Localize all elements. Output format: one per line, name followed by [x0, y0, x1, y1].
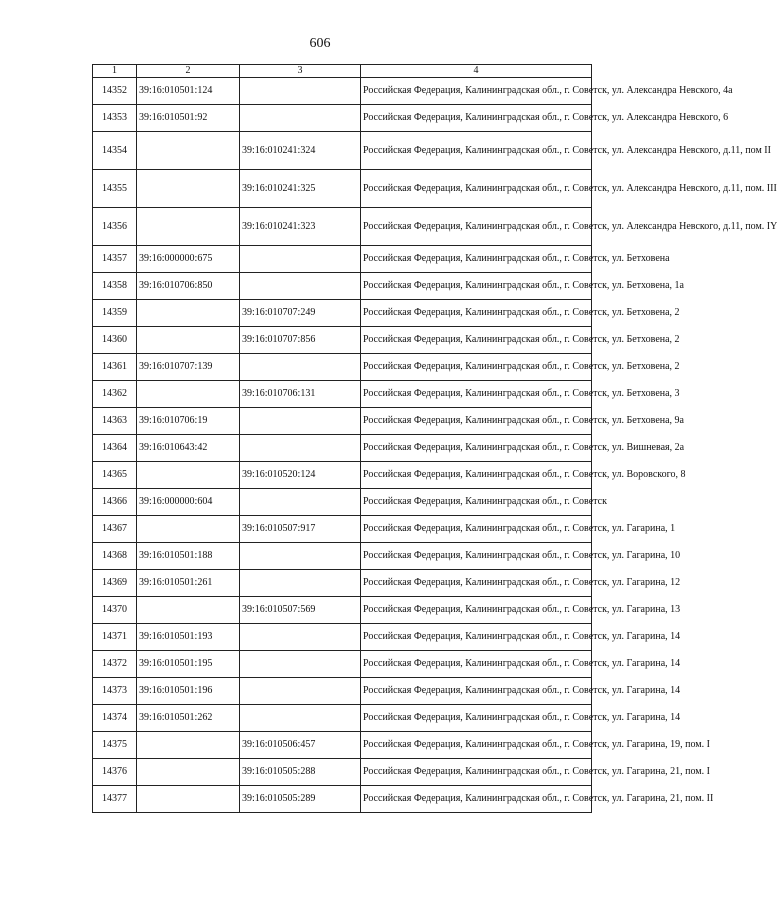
table-row: [93, 300, 592, 327]
cadastral-number-cell: 39:16:010707:139: [137, 354, 240, 381]
premises-number-cell: 39:16:010505:288: [240, 759, 361, 786]
table-row: [93, 624, 592, 651]
table-row: [93, 354, 592, 381]
row-number-cell: 14364: [93, 435, 137, 462]
address-cell: Российская Федерация, Калининградская обл., г. Советск, ул. Воровского, 8: [361, 462, 592, 489]
table-row: [93, 246, 592, 273]
address-cell: Российская Федерация, Калининградская обл., г. Советск, ул. Гагарина, 13: [361, 597, 592, 624]
row-number-cell: 14354: [93, 132, 137, 170]
table-row: [93, 273, 592, 300]
table-row: [93, 570, 592, 597]
address-cell: Российская Федерация, Калининградская обл., г. Советск, ул. Гагарина, 10: [361, 543, 592, 570]
address-cell: Российская Федерация, Калининградская обл., г. Советск, ул. Бетховена: [361, 246, 592, 273]
cadastral-number-cell: [137, 300, 240, 327]
column-header: 1: [93, 65, 137, 78]
cadastral-number-cell: [137, 759, 240, 786]
address-cell: Российская Федерация, Калининградская обл., г. Советск, ул. Александра Невского, д.11, пом. III: [361, 170, 592, 208]
row-number-cell: 14352: [93, 78, 137, 105]
premises-number-cell: [240, 435, 361, 462]
table-row: [93, 408, 592, 435]
address-cell: Российская Федерация, Калининградская обл., г. Советск, ул. Александра Невского, 6: [361, 105, 592, 132]
cadastral-number-cell: 39:16:010501:193: [137, 624, 240, 651]
cadastral-number-cell: [137, 462, 240, 489]
cadastral-number-cell: 39:16:010643:42: [137, 435, 240, 462]
premises-number-cell: 39:16:010520:124: [240, 462, 361, 489]
cadastral-number-cell: [137, 208, 240, 246]
row-number-cell: 14370: [93, 597, 137, 624]
cadastral-number-cell: 39:16:010501:262: [137, 705, 240, 732]
column-header: 3: [240, 65, 361, 78]
premises-number-cell: 39:16:010706:131: [240, 381, 361, 408]
address-cell: Российская Федерация, Калининградская обл., г. Советск, ул. Александра Невского, д.11, пом II: [361, 132, 592, 170]
address-cell: Российская Федерация, Калининградская обл., г. Советск, ул. Гагарина, 14: [361, 678, 592, 705]
row-number-cell: 14374: [93, 705, 137, 732]
premises-number-cell: 39:16:010707:249: [240, 300, 361, 327]
table-row: [93, 435, 592, 462]
table-row: [93, 105, 592, 132]
column-header: 4: [361, 65, 592, 78]
premises-number-cell: [240, 246, 361, 273]
premises-number-cell: 39:16:010707:856: [240, 327, 361, 354]
row-number-cell: 14367: [93, 516, 137, 543]
cadastral-number-cell: [137, 132, 240, 170]
row-number-cell: 14358: [93, 273, 137, 300]
header-row: [93, 65, 592, 78]
table-row: [93, 516, 592, 543]
row-number-cell: 14359: [93, 300, 137, 327]
registry-table: [92, 64, 777, 813]
cadastral-number-cell: 39:16:010501:92: [137, 105, 240, 132]
cadastral-number-cell: 39:16:000000:604: [137, 489, 240, 516]
cadastral-number-cell: [137, 516, 240, 543]
row-number-cell: 14360: [93, 327, 137, 354]
address-cell: Российская Федерация, Калининградская обл., г. Советск, ул. Гагарина, 19, пом. I: [361, 732, 592, 759]
premises-number-cell: [240, 354, 361, 381]
row-number-cell: 14355: [93, 170, 137, 208]
premises-number-cell: 39:16:010505:289: [240, 786, 361, 813]
row-number-cell: 14363: [93, 408, 137, 435]
premises-number-cell: 39:16:010507:917: [240, 516, 361, 543]
premises-number-cell: 39:16:010241:325: [240, 170, 361, 208]
row-number-cell: 14377: [93, 786, 137, 813]
premises-number-cell: [240, 651, 361, 678]
table-row: [93, 597, 592, 624]
cadastral-number-cell: 39:16:010501:196: [137, 678, 240, 705]
table-row: [93, 327, 592, 354]
row-number-cell: 14356: [93, 208, 137, 246]
premises-number-cell: [240, 78, 361, 105]
cadastral-number-cell: [137, 597, 240, 624]
address-cell: Российская Федерация, Калининградская обл., г. Советск, ул. Гагарина, 14: [361, 624, 592, 651]
cadastral-number-cell: [137, 381, 240, 408]
cadastral-number-cell: 39:16:010501:124: [137, 78, 240, 105]
row-number-cell: 14362: [93, 381, 137, 408]
row-number-cell: 14371: [93, 624, 137, 651]
table-row: [93, 651, 592, 678]
table-row: [93, 381, 592, 408]
table-row: [93, 208, 592, 246]
table-row: [93, 132, 592, 170]
table-row: [93, 732, 592, 759]
cadastral-number-cell: [137, 170, 240, 208]
table-body: [93, 78, 777, 813]
premises-number-cell: 39:16:010507:569: [240, 597, 361, 624]
address-cell: Российская Федерация, Калининградская обл., г. Советск, ул. Гагарина, 21, пом. II: [361, 786, 592, 813]
address-cell: Российская Федерация, Калининградская обл., г. Советск: [361, 489, 592, 516]
address-cell: Российская Федерация, Калининградская обл., г. Советск, ул. Бетховена, 2: [361, 354, 592, 381]
premises-number-cell: [240, 678, 361, 705]
table-row: [93, 489, 592, 516]
premises-number-cell: [240, 705, 361, 732]
premises-number-cell: [240, 489, 361, 516]
address-cell: Российская Федерация, Калининградская обл., г. Советск, ул. Бетховена, 2: [361, 327, 592, 354]
address-cell: Российская Федерация, Калининградская обл., г. Советск, ул. Бетховена, 1а: [361, 273, 592, 300]
row-number-cell: 14366: [93, 489, 137, 516]
row-number-cell: 14372: [93, 651, 137, 678]
page-number: 606: [309, 36, 331, 51]
address-cell: Российская Федерация, Калининградская обл., г. Советск, ул. Гагарина, 21, пом. I: [361, 759, 592, 786]
address-cell: Российская Федерация, Калининградская обл., г. Советск, ул. Бетховена, 3: [361, 381, 592, 408]
premises-number-cell: 39:16:010506:457: [240, 732, 361, 759]
cadastral-number-cell: [137, 732, 240, 759]
row-number-cell: 14369: [93, 570, 137, 597]
row-number-cell: 14375: [93, 732, 137, 759]
table-row: [93, 759, 592, 786]
column-header: 2: [137, 65, 240, 78]
premises-number-cell: [240, 624, 361, 651]
address-cell: Российская Федерация, Калининградская обл., г. Советск, ул. Александра Невского, 4а: [361, 78, 592, 105]
cadastral-number-cell: 39:16:010501:261: [137, 570, 240, 597]
cadastral-number-cell: 39:16:010501:188: [137, 543, 240, 570]
cadastral-number-cell: [137, 327, 240, 354]
address-cell: Российская Федерация, Калининградская обл., г. Советск, ул. Бетховена, 9а: [361, 408, 592, 435]
table-row: [93, 543, 592, 570]
premises-number-cell: [240, 273, 361, 300]
address-cell: Российская Федерация, Калининградская обл., г. Советск, ул. Гагарина, 14: [361, 705, 592, 732]
address-cell: Российская Федерация, Калининградская обл., г. Советск, ул. Бетховена, 2: [361, 300, 592, 327]
address-cell: Российская Федерация, Калининградская обл., г. Советск, ул. Гагарина, 1: [361, 516, 592, 543]
premises-number-cell: 39:16:010241:324: [240, 132, 361, 170]
row-number-cell: 14353: [93, 105, 137, 132]
cadastral-number-cell: 39:16:010501:195: [137, 651, 240, 678]
cadastral-number-cell: 39:16:010706:19: [137, 408, 240, 435]
table-row: [93, 78, 592, 105]
address-cell: Российская Федерация, Калининградская обл., г. Советск, ул. Гагарина, 12: [361, 570, 592, 597]
row-number-cell: 14365: [93, 462, 137, 489]
row-number-cell: 14368: [93, 543, 137, 570]
row-number-cell: 14361: [93, 354, 137, 381]
row-number-cell: 14373: [93, 678, 137, 705]
table-row: [93, 705, 592, 732]
address-cell: Российская Федерация, Калининградская обл., г. Советск, ул. Вишневая, 2а: [361, 435, 592, 462]
address-cell: Российская Федерация, Калининградская обл., г. Советск, ул. Александра Невского, д.11, пом. IY: [361, 208, 592, 246]
table-row: [93, 786, 592, 813]
cadastral-number-cell: 39:16:000000:675: [137, 246, 240, 273]
premises-number-cell: [240, 543, 361, 570]
cadastral-number-cell: 39:16:010706:850: [137, 273, 240, 300]
cadastral-number-cell: [137, 786, 240, 813]
premises-number-cell: [240, 105, 361, 132]
row-number-cell: 14376: [93, 759, 137, 786]
premises-number-cell: [240, 408, 361, 435]
table-row: [93, 170, 592, 208]
row-number-cell: 14357: [93, 246, 137, 273]
address-cell: Российская Федерация, Калининградская обл., г. Советск, ул. Гагарина, 14: [361, 651, 592, 678]
premises-number-cell: 39:16:010241:323: [240, 208, 361, 246]
table-row: [93, 678, 592, 705]
table-row: [93, 462, 592, 489]
premises-number-cell: [240, 570, 361, 597]
